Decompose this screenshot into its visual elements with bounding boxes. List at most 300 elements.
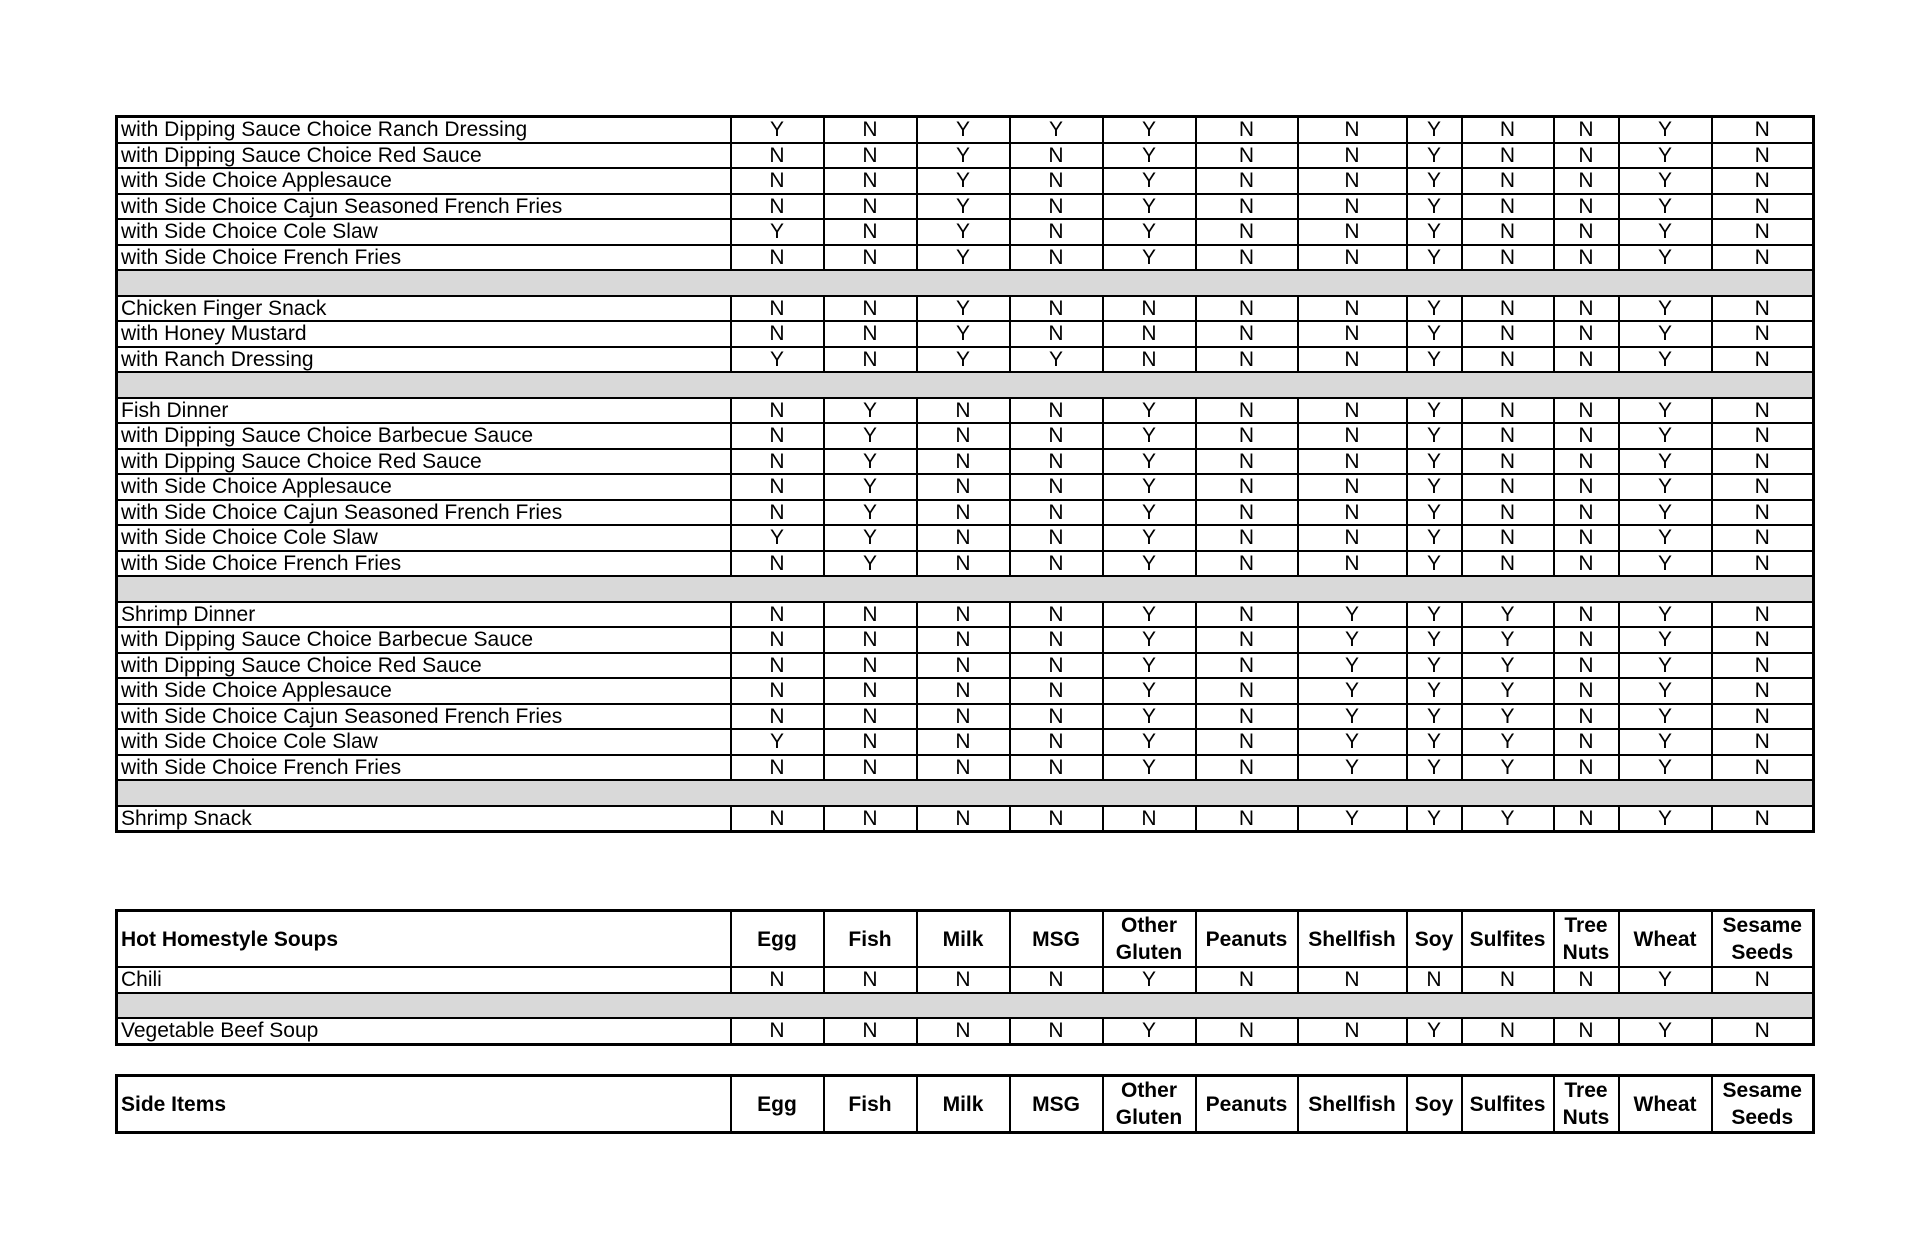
table-row bbox=[117, 168, 1814, 194]
allergen-value: N bbox=[917, 755, 1010, 781]
allergen-value: N bbox=[1196, 525, 1298, 551]
table-row bbox=[117, 1018, 1814, 1044]
allergen-value: Y bbox=[731, 117, 824, 143]
separator-cell bbox=[117, 993, 1814, 1019]
menu-item-name: with Dipping Sauce Choice Ranch Dressing bbox=[117, 117, 731, 143]
column-header: Shellfish bbox=[1298, 911, 1407, 968]
allergen-value: N bbox=[1554, 704, 1619, 730]
allergen-value: N bbox=[1010, 1018, 1103, 1044]
allergen-value: Y bbox=[917, 117, 1010, 143]
allergen-value: N bbox=[1103, 321, 1196, 347]
column-header: Milk bbox=[917, 1076, 1010, 1133]
allergen-value: N bbox=[824, 755, 917, 781]
allergen-value: N bbox=[1712, 1018, 1814, 1044]
allergen-value: Y bbox=[824, 423, 917, 449]
allergen-value: N bbox=[1196, 967, 1298, 993]
allergen-value: N bbox=[1298, 449, 1407, 475]
allergen-value: N bbox=[1010, 321, 1103, 347]
allergen-value: N bbox=[1554, 525, 1619, 551]
allergen-value: N bbox=[1010, 194, 1103, 220]
allergen-value: N bbox=[1298, 347, 1407, 373]
allergen-value: N bbox=[1554, 1018, 1619, 1044]
allergen-value: N bbox=[1010, 967, 1103, 993]
allergen-value: Y bbox=[1407, 194, 1462, 220]
allergen-value: Y bbox=[1462, 627, 1554, 653]
allergen-value: Y bbox=[917, 194, 1010, 220]
allergen-value: N bbox=[1010, 423, 1103, 449]
allergen-value: N bbox=[731, 194, 824, 220]
allergen-value: N bbox=[731, 755, 824, 781]
section-title: Hot Homestyle Soups bbox=[117, 911, 731, 968]
allergen-value: N bbox=[1298, 219, 1407, 245]
allergen-value: N bbox=[1103, 347, 1196, 373]
table-row bbox=[117, 602, 1814, 628]
allergen-value: Y bbox=[1619, 219, 1712, 245]
allergen-value: N bbox=[1298, 245, 1407, 271]
allergen-value: N bbox=[1196, 296, 1298, 322]
menu-item-name: Chicken Finger Snack bbox=[117, 296, 731, 322]
allergen-value: N bbox=[1712, 729, 1814, 755]
allergen-value: N bbox=[1554, 398, 1619, 424]
allergen-value: N bbox=[731, 806, 824, 832]
column-header: Tree Nuts bbox=[1554, 911, 1619, 968]
separator-row bbox=[117, 780, 1814, 806]
allergen-value: N bbox=[1712, 245, 1814, 271]
allergen-value: Y bbox=[1407, 525, 1462, 551]
allergen-value: Y bbox=[1619, 143, 1712, 169]
allergen-value: N bbox=[824, 194, 917, 220]
allergen-value: N bbox=[1010, 729, 1103, 755]
allergen-value: N bbox=[824, 347, 917, 373]
allergen-value: N bbox=[1196, 143, 1298, 169]
table-row bbox=[117, 729, 1814, 755]
allergen-value: Y bbox=[731, 219, 824, 245]
allergen-value: N bbox=[824, 704, 917, 730]
column-header: Egg bbox=[731, 1076, 824, 1133]
allergen-value: N bbox=[1196, 678, 1298, 704]
allergen-value: N bbox=[1407, 967, 1462, 993]
allergen-value: N bbox=[1298, 143, 1407, 169]
allergen-value: N bbox=[1010, 474, 1103, 500]
column-header: MSG bbox=[1010, 911, 1103, 968]
allergen-value: N bbox=[1554, 678, 1619, 704]
menu-item-name: with Dipping Sauce Choice Red Sauce bbox=[117, 143, 731, 169]
allergen-value: Y bbox=[824, 474, 917, 500]
allergen-value: Y bbox=[1407, 653, 1462, 679]
allergen-value: Y bbox=[917, 245, 1010, 271]
allergen-value: Y bbox=[1407, 168, 1462, 194]
allergen-value: N bbox=[1554, 245, 1619, 271]
allergen-value: Y bbox=[1407, 245, 1462, 271]
menu-item-name: with Side Choice Cole Slaw bbox=[117, 525, 731, 551]
allergen-value: N bbox=[1462, 525, 1554, 551]
allergen-value: N bbox=[1196, 168, 1298, 194]
column-header: Sesame Seeds bbox=[1712, 911, 1814, 968]
table-row bbox=[117, 398, 1814, 424]
allergen-value: N bbox=[1010, 219, 1103, 245]
column-header: Other Gluten bbox=[1103, 1076, 1196, 1133]
allergen-value: N bbox=[1196, 1018, 1298, 1044]
allergen-value: N bbox=[1462, 219, 1554, 245]
allergen-value: N bbox=[731, 143, 824, 169]
allergen-value: N bbox=[1196, 219, 1298, 245]
allergen-value: Y bbox=[1619, 551, 1712, 577]
table-row bbox=[117, 449, 1814, 475]
allergen-value: Y bbox=[1298, 704, 1407, 730]
allergen-value: N bbox=[1554, 729, 1619, 755]
allergen-value: N bbox=[731, 551, 824, 577]
allergen-value: Y bbox=[1462, 729, 1554, 755]
menu-item-name: with Dipping Sauce Choice Barbecue Sauce bbox=[117, 423, 731, 449]
allergen-value: N bbox=[1298, 168, 1407, 194]
allergen-value: N bbox=[1196, 194, 1298, 220]
allergen-value: Y bbox=[731, 729, 824, 755]
allergen-value: N bbox=[1462, 967, 1554, 993]
allergen-value: Y bbox=[1619, 398, 1712, 424]
allergen-value: N bbox=[1462, 117, 1554, 143]
allergen-value: Y bbox=[1407, 347, 1462, 373]
allergen-value: N bbox=[1462, 168, 1554, 194]
allergen-value: Y bbox=[1407, 551, 1462, 577]
allergen-value: N bbox=[1462, 296, 1554, 322]
allergen-value: Y bbox=[1298, 678, 1407, 704]
menu-item-name: with Side Choice Cole Slaw bbox=[117, 729, 731, 755]
allergen-value: Y bbox=[1407, 423, 1462, 449]
allergen-value: N bbox=[917, 627, 1010, 653]
allergen-value: N bbox=[1554, 143, 1619, 169]
column-header: Sesame Seeds bbox=[1712, 1076, 1814, 1133]
allergen-value: N bbox=[731, 678, 824, 704]
allergen-value: N bbox=[1298, 474, 1407, 500]
allergen-value: N bbox=[731, 449, 824, 475]
allergen-value: Y bbox=[1619, 1018, 1712, 1044]
allergen-value: Y bbox=[1462, 806, 1554, 832]
allergen-value: N bbox=[1712, 755, 1814, 781]
allergen-value: N bbox=[1196, 551, 1298, 577]
allergen-value: N bbox=[731, 704, 824, 730]
allergen-value: N bbox=[1298, 1018, 1407, 1044]
allergen-value: N bbox=[1554, 168, 1619, 194]
separator-row bbox=[117, 993, 1814, 1019]
allergen-value: N bbox=[1462, 1018, 1554, 1044]
allergen-value: Y bbox=[1619, 194, 1712, 220]
column-header: Soy bbox=[1407, 1076, 1462, 1133]
allergen-value: N bbox=[731, 296, 824, 322]
allergen-value: N bbox=[1010, 168, 1103, 194]
allergen-value: N bbox=[824, 627, 917, 653]
allergen-value: N bbox=[1010, 602, 1103, 628]
allergen-value: Y bbox=[1010, 117, 1103, 143]
allergen-value: N bbox=[731, 627, 824, 653]
column-header: Peanuts bbox=[1196, 1076, 1298, 1133]
allergen-value: N bbox=[731, 321, 824, 347]
allergen-value: Y bbox=[1298, 602, 1407, 628]
allergen-value: N bbox=[1010, 525, 1103, 551]
column-header: Peanuts bbox=[1196, 911, 1298, 968]
menu-item-name: with Dipping Sauce Choice Barbecue Sauce bbox=[117, 627, 731, 653]
table-header-row bbox=[117, 1076, 1814, 1133]
allergen-value: Y bbox=[824, 525, 917, 551]
allergen-value: N bbox=[1196, 755, 1298, 781]
allergen-value: N bbox=[1196, 449, 1298, 475]
table-row bbox=[117, 755, 1814, 781]
table-row bbox=[117, 296, 1814, 322]
allergen-value: Y bbox=[1103, 653, 1196, 679]
allergen-table-soups bbox=[115, 909, 1815, 1046]
allergen-value: Y bbox=[1619, 245, 1712, 271]
table-row bbox=[117, 525, 1814, 551]
allergen-value: Y bbox=[1407, 449, 1462, 475]
allergen-value: Y bbox=[1103, 219, 1196, 245]
allergen-value: N bbox=[1462, 449, 1554, 475]
table-row bbox=[117, 653, 1814, 679]
allergen-value: Y bbox=[1103, 449, 1196, 475]
column-header: Tree Nuts bbox=[1554, 1076, 1619, 1133]
menu-item-name: with Side Choice Cajun Seasoned French Fries bbox=[117, 194, 731, 220]
allergen-value: N bbox=[731, 168, 824, 194]
menu-item-name: with Side Choice Applesauce bbox=[117, 168, 731, 194]
menu-item-name: with Side Choice Cole Slaw bbox=[117, 219, 731, 245]
allergen-value: N bbox=[1712, 398, 1814, 424]
allergen-value: N bbox=[917, 551, 1010, 577]
allergen-value: N bbox=[1712, 967, 1814, 993]
menu-item-name: with Side Choice Applesauce bbox=[117, 678, 731, 704]
allergen-value: Y bbox=[1619, 296, 1712, 322]
allergen-value: Y bbox=[1407, 474, 1462, 500]
allergen-value: Y bbox=[1407, 729, 1462, 755]
allergen-value: Y bbox=[1462, 653, 1554, 679]
allergen-value: Y bbox=[1298, 627, 1407, 653]
allergen-value: N bbox=[917, 449, 1010, 475]
allergen-value: N bbox=[1298, 398, 1407, 424]
allergen-value: Y bbox=[824, 449, 917, 475]
allergen-value: N bbox=[1554, 321, 1619, 347]
table-row bbox=[117, 967, 1814, 993]
allergen-value: N bbox=[824, 1018, 917, 1044]
column-header: MSG bbox=[1010, 1076, 1103, 1133]
allergen-value: Y bbox=[1462, 602, 1554, 628]
allergen-value: N bbox=[1298, 500, 1407, 526]
allergen-value: Y bbox=[1619, 653, 1712, 679]
column-header: Fish bbox=[824, 911, 917, 968]
allergen-value: N bbox=[917, 1018, 1010, 1044]
allergen-value: Y bbox=[1103, 474, 1196, 500]
allergen-value: N bbox=[1462, 551, 1554, 577]
allergen-value: N bbox=[1554, 806, 1619, 832]
allergen-value: N bbox=[1712, 321, 1814, 347]
allergen-value: N bbox=[1462, 321, 1554, 347]
allergen-value: N bbox=[1712, 474, 1814, 500]
allergen-value: N bbox=[731, 967, 824, 993]
allergen-value: N bbox=[1196, 423, 1298, 449]
allergen-value: Y bbox=[1103, 551, 1196, 577]
table-row bbox=[117, 678, 1814, 704]
table-row bbox=[117, 704, 1814, 730]
allergen-value: N bbox=[1554, 219, 1619, 245]
allergen-table-sides bbox=[115, 1074, 1815, 1134]
allergen-value: N bbox=[824, 143, 917, 169]
allergen-value: N bbox=[1010, 653, 1103, 679]
allergen-value: Y bbox=[917, 296, 1010, 322]
allergen-value: N bbox=[824, 678, 917, 704]
separator-row bbox=[117, 270, 1814, 296]
allergen-value: N bbox=[1712, 423, 1814, 449]
allergen-value: N bbox=[1298, 967, 1407, 993]
table-row bbox=[117, 627, 1814, 653]
allergen-value: Y bbox=[917, 143, 1010, 169]
allergen-value: N bbox=[1554, 449, 1619, 475]
allergen-value: N bbox=[917, 704, 1010, 730]
column-header: Fish bbox=[824, 1076, 917, 1133]
allergen-value: N bbox=[1010, 678, 1103, 704]
allergen-value: N bbox=[1196, 398, 1298, 424]
column-header: Sulfites bbox=[1462, 911, 1554, 968]
allergen-value: Y bbox=[1462, 678, 1554, 704]
allergen-value: Y bbox=[1619, 806, 1712, 832]
allergen-value: N bbox=[1010, 449, 1103, 475]
column-header: Shellfish bbox=[1298, 1076, 1407, 1133]
allergen-value: N bbox=[917, 806, 1010, 832]
column-header: Sulfites bbox=[1462, 1076, 1554, 1133]
table-row bbox=[117, 423, 1814, 449]
allergen-value: N bbox=[1462, 500, 1554, 526]
table-row bbox=[117, 347, 1814, 373]
allergen-value: N bbox=[1196, 500, 1298, 526]
allergen-value: Y bbox=[824, 500, 917, 526]
allergen-value: N bbox=[1712, 653, 1814, 679]
allergen-value: N bbox=[1712, 602, 1814, 628]
allergen-value: N bbox=[1554, 602, 1619, 628]
allergen-value: Y bbox=[1103, 1018, 1196, 1044]
allergen-value: Y bbox=[1407, 755, 1462, 781]
allergen-value: Y bbox=[1619, 117, 1712, 143]
table-row bbox=[117, 143, 1814, 169]
allergen-value: Y bbox=[1619, 525, 1712, 551]
allergen-value: N bbox=[1554, 347, 1619, 373]
allergen-value: Y bbox=[1619, 678, 1712, 704]
allergen-value: Y bbox=[1407, 143, 1462, 169]
allergen-value: Y bbox=[1298, 729, 1407, 755]
allergen-value: N bbox=[1712, 806, 1814, 832]
allergen-value: N bbox=[1010, 500, 1103, 526]
menu-item-name: with Side Choice Applesauce bbox=[117, 474, 731, 500]
allergen-value: N bbox=[731, 1018, 824, 1044]
allergen-value: N bbox=[1712, 551, 1814, 577]
allergen-value: Y bbox=[1619, 602, 1712, 628]
menu-item-name: Vegetable Beef Soup bbox=[117, 1018, 731, 1044]
allergen-value: Y bbox=[1103, 168, 1196, 194]
allergen-value: N bbox=[1462, 398, 1554, 424]
allergen-value: Y bbox=[917, 347, 1010, 373]
allergen-value: N bbox=[1298, 296, 1407, 322]
allergen-value: N bbox=[824, 219, 917, 245]
allergen-value: N bbox=[824, 245, 917, 271]
allergen-value: N bbox=[731, 500, 824, 526]
allergen-value: Y bbox=[1298, 653, 1407, 679]
allergen-table-main bbox=[115, 115, 1815, 833]
allergen-value: Y bbox=[1407, 806, 1462, 832]
allergen-value: N bbox=[1712, 143, 1814, 169]
menu-item-name: with Ranch Dressing bbox=[117, 347, 731, 373]
table-row bbox=[117, 219, 1814, 245]
allergen-value: Y bbox=[1103, 423, 1196, 449]
allergen-value: N bbox=[1298, 551, 1407, 577]
allergen-value: Y bbox=[1619, 500, 1712, 526]
allergen-value: N bbox=[1554, 500, 1619, 526]
allergen-value: Y bbox=[1619, 729, 1712, 755]
allergen-value: N bbox=[824, 806, 917, 832]
allergen-value: N bbox=[1712, 219, 1814, 245]
allergen-value: N bbox=[917, 967, 1010, 993]
allergen-value: Y bbox=[1619, 168, 1712, 194]
allergen-value: N bbox=[1196, 117, 1298, 143]
allergen-value: N bbox=[1712, 194, 1814, 220]
allergen-value: N bbox=[917, 602, 1010, 628]
allergen-value: N bbox=[1554, 551, 1619, 577]
allergen-value: N bbox=[1712, 704, 1814, 730]
allergen-value: N bbox=[1298, 321, 1407, 347]
allergen-value: N bbox=[1010, 245, 1103, 271]
allergen-value: Y bbox=[1619, 627, 1712, 653]
allergen-value: Y bbox=[1103, 602, 1196, 628]
allergen-value: N bbox=[1010, 755, 1103, 781]
allergen-value: N bbox=[1196, 704, 1298, 730]
allergen-value: N bbox=[1462, 347, 1554, 373]
menu-item-name: with Dipping Sauce Choice Red Sauce bbox=[117, 449, 731, 475]
allergen-value: Y bbox=[1103, 525, 1196, 551]
allergen-value: N bbox=[731, 474, 824, 500]
allergen-value: N bbox=[917, 678, 1010, 704]
allergen-value: N bbox=[1196, 627, 1298, 653]
table-row bbox=[117, 321, 1814, 347]
allergen-value: N bbox=[1010, 806, 1103, 832]
allergen-value: Y bbox=[1103, 704, 1196, 730]
allergen-value: Y bbox=[1298, 755, 1407, 781]
allergen-value: N bbox=[824, 168, 917, 194]
allergen-value: N bbox=[1196, 653, 1298, 679]
menu-item-name: Shrimp Snack bbox=[117, 806, 731, 832]
table-row bbox=[117, 806, 1814, 832]
menu-item-name: Chili bbox=[117, 967, 731, 993]
allergen-value: Y bbox=[1619, 423, 1712, 449]
allergen-value: N bbox=[917, 474, 1010, 500]
allergen-value: Y bbox=[1103, 194, 1196, 220]
separator-cell bbox=[117, 270, 1814, 296]
allergen-value: N bbox=[1462, 143, 1554, 169]
allergen-value: Y bbox=[731, 347, 824, 373]
allergen-value: Y bbox=[1619, 704, 1712, 730]
separator-row bbox=[117, 576, 1814, 602]
allergen-value: N bbox=[1298, 423, 1407, 449]
allergen-value: N bbox=[1298, 194, 1407, 220]
allergen-value: Y bbox=[1103, 117, 1196, 143]
table-row bbox=[117, 551, 1814, 577]
separator-row bbox=[117, 372, 1814, 398]
allergen-value: Y bbox=[1103, 245, 1196, 271]
allergen-value: Y bbox=[1619, 321, 1712, 347]
allergen-value: N bbox=[1554, 423, 1619, 449]
menu-item-name: with Side Choice Cajun Seasoned French Fries bbox=[117, 500, 731, 526]
allergen-value: Y bbox=[1103, 967, 1196, 993]
allergen-value: N bbox=[1712, 296, 1814, 322]
allergen-value: N bbox=[1554, 755, 1619, 781]
allergen-value: Y bbox=[1407, 602, 1462, 628]
allergen-value: N bbox=[1554, 967, 1619, 993]
allergen-value: Y bbox=[1103, 500, 1196, 526]
allergen-value: Y bbox=[1103, 143, 1196, 169]
allergen-value: N bbox=[824, 117, 917, 143]
allergen-value: N bbox=[1010, 296, 1103, 322]
